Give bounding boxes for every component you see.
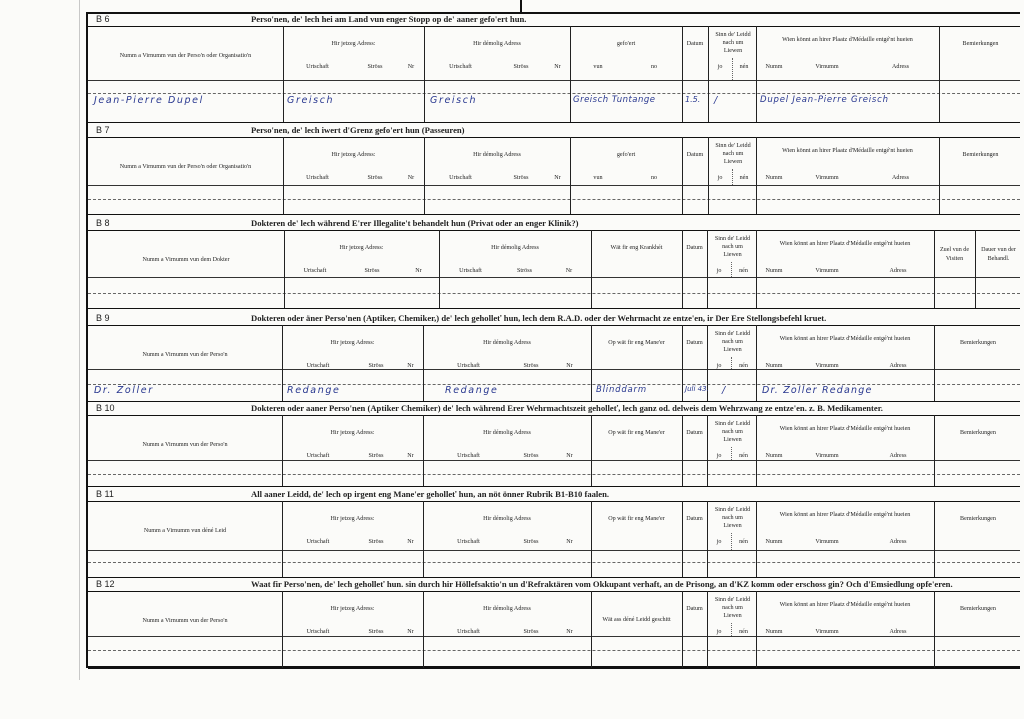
address-subfield-label: Ströss	[517, 268, 532, 274]
alive-label: Sinn de' Leidd nach um Liewen	[715, 143, 751, 165]
claimant-address-label: Adress	[889, 363, 907, 369]
claimant-firstname-label: Virnumm	[815, 363, 839, 369]
section-title: Waat fir Perso'nen, de' lech geholleť hun. sin durch hir Höllefsaktio'n un d'Refraktären vom Okkupant verhaft, an de Prisong, an d'KZ komm oder erschoss gin? Och d'Emsiedlung opfe'eren.	[251, 579, 953, 589]
claimant-address-label: Adress	[889, 453, 907, 459]
column-rule	[591, 501, 592, 577]
address-subfield-label: Nr	[566, 539, 573, 545]
section-code: B 10	[96, 403, 115, 413]
b9-name-entry: Dr. Zoller	[94, 385, 154, 396]
entry-dashed-line	[88, 199, 1020, 200]
header-rule	[88, 460, 1020, 461]
section-bottom-rule	[88, 401, 1020, 402]
address-subfield-label: Nr	[566, 453, 573, 459]
alive-label: Sinn de' Leidd nach um Liewen	[714, 421, 751, 443]
claimant-name-label: Numm	[765, 629, 783, 635]
column-rule	[934, 230, 935, 308]
address-subfield-label: Nr	[407, 363, 414, 369]
current-address-label: Hir jetzeg Adress:	[331, 152, 376, 158]
entry-dashed-line	[88, 562, 1020, 563]
no-label: nén	[739, 453, 748, 459]
former-address-label: Hir démolig Adress	[483, 516, 531, 522]
address-subfield-label: Nr	[407, 539, 414, 545]
remarks-label: Bemierkungen	[962, 152, 999, 158]
date-label: Datum	[686, 41, 704, 47]
illness-label: Wät fir eng Krankhét	[610, 245, 663, 251]
address-subfield-label: Urtschaft	[306, 363, 330, 369]
b9-former-place-entry: Redange	[445, 385, 499, 396]
claimant-firstname-label: Virnumm	[815, 453, 839, 459]
current-address-label: Hir jetzeg Adress:	[330, 516, 375, 522]
b6-name-entry: Jean-Pierre Dupel	[94, 95, 204, 106]
column-rule	[682, 137, 683, 214]
no-label: nén	[739, 629, 748, 635]
column-rule	[975, 230, 976, 308]
b9-manner-entry: Blinddarm	[596, 385, 647, 395]
address-subfield-label: Urtschaft	[457, 363, 480, 369]
section-title: Dokteren oder äner Perso'nen (Aptiker, Chemiker,) de' lech geholleť hun, lech dem R.A.D. oder der Wehrmacht ze entze'en, ir Der Ere Stellongsbefehl kruet.	[251, 313, 827, 323]
date-label: Datum	[686, 430, 703, 436]
current-address-label: Hir jetzeg Adress:	[339, 245, 384, 251]
header-rule	[88, 636, 1020, 637]
address-subfield-label: Ströss	[523, 453, 539, 459]
column-rule	[939, 137, 940, 214]
alive-label: Sinn de' Leidd nach um Liewen	[714, 236, 751, 258]
address-subfield-label: Urtschaft	[457, 453, 480, 459]
b6-date-entry: 1.5.	[685, 95, 701, 104]
b9-medal-claimant-entry: Dr. Zoller Redange	[762, 385, 873, 396]
address-subfield-label: Urtschaft	[459, 268, 482, 274]
section-header	[88, 489, 1020, 502]
claimant-name-label: Numm	[765, 363, 783, 369]
section-code: B 8	[96, 218, 110, 228]
yes-label: jo	[717, 175, 723, 181]
date-label: Datum	[686, 606, 703, 612]
claimant-name-label: Numm	[765, 539, 783, 545]
section-header	[88, 125, 1020, 138]
from-label: vun	[593, 175, 603, 181]
address-subfield-label: Nr	[407, 64, 415, 70]
section-title: Dokteren de' lech während E'rer Illegalite't behandelt hun (Privat oder an enger Klinik?)	[251, 218, 579, 228]
claimant-address-label: Adress	[889, 268, 907, 274]
address-subfield-label: Ströss	[367, 64, 383, 70]
claimant-name-label: Numm	[765, 175, 783, 181]
medal-label: Wien könnt an hirer Plaatz d'Médaille entgé'nt hueien	[782, 148, 913, 154]
address-subfield-label: Nr	[554, 64, 561, 70]
section-title: Dokteren oder aaner Perso'nen (Aptiker Chemiker) de' lech während Erer Wehrmachtszeit geholleť, lech ganz od. delweis dem Wehrzwang ze entze'en. z. B. Medikamenter.	[251, 403, 883, 413]
remarks-label: Bemierkungen	[960, 516, 996, 522]
date-label: Datum	[686, 340, 703, 346]
address-subfield-label: Urtschaft	[457, 539, 480, 545]
name-column-label: Numm a Virnumm vun der Perso'n oder Organisatio'n	[119, 164, 252, 170]
address-subfield-label: Urtschaft	[306, 453, 330, 459]
yes-label: jo	[716, 268, 722, 274]
section-header	[88, 14, 1020, 27]
section-header	[88, 403, 1020, 416]
b6-former-place-entry: Greisch	[430, 95, 478, 106]
section-title: All aaner Leidd, de' lech op irgent eng Mane'er geholleť hun, an nöt önner Rubrik B1-B10 faalen.	[251, 489, 610, 499]
section-bottom-rule	[88, 214, 1020, 215]
name-column-label: Numm a Virnumm vun der Perso'n	[142, 442, 228, 448]
column-rule	[934, 591, 935, 668]
yes-label: jo	[717, 64, 723, 70]
address-subfield-label: Nr	[554, 175, 561, 181]
page-mark	[520, 0, 522, 12]
section-code: B 9	[96, 313, 110, 323]
address-subfield-label: Urtschaft	[306, 64, 329, 70]
section-header	[88, 579, 1020, 592]
header-rule	[88, 277, 1020, 278]
alive-label: Sinn de' Leidd nach um Liewen	[714, 597, 751, 619]
what-happened-label: Wät ass déné Leidd geschitt	[602, 617, 671, 623]
former-address-label: Hir démolig Adress	[483, 430, 531, 436]
b6-route-entry: Greisch Tuntange	[573, 95, 656, 105]
medal-label: Wien könnt an hirer Plaatz d'Médaille entgé'nt hueien	[779, 241, 911, 247]
duration-label: Dauer vun der Behandl.	[981, 247, 1016, 262]
address-subfield-label: Urtschaft	[306, 175, 329, 181]
claimant-name-label: Numm	[765, 453, 783, 459]
entry-dashed-line	[88, 384, 1020, 385]
column-rule	[682, 230, 683, 308]
current-address-label: Hir jetzeg Adress:	[330, 340, 375, 346]
claimant-address-label: Adress	[889, 539, 907, 545]
address-subfield-label: Ströss	[523, 539, 539, 545]
to-label: no	[650, 64, 658, 70]
claimant-firstname-label: Virnumm	[815, 175, 839, 181]
date-label: Datum	[686, 516, 703, 522]
current-address-label: Hir jetzeg Adress:	[330, 430, 375, 436]
alive-label: Sinn de' Leidd nach um Liewen	[715, 32, 751, 54]
yes-label: jo	[716, 453, 722, 459]
address-subfield-label: Nr	[565, 268, 573, 274]
header-rule	[88, 185, 1020, 186]
yes-label: jo	[716, 363, 722, 369]
medal-label: Wien könnt an hirer Plaatz d'Médaille entgé'nt hueien	[782, 37, 913, 43]
address-subfield-label: Ströss	[513, 175, 529, 181]
claimant-firstname-label: Virnumm	[815, 629, 839, 635]
manner-label: Op wät fir eng Mane'er	[608, 340, 665, 346]
column-rule	[591, 325, 592, 401]
address-subfield-label: Ströss	[368, 453, 384, 459]
address-subfield-label: Nr	[407, 453, 414, 459]
column-rule	[682, 501, 683, 577]
address-subfield-label: Urtschaft	[449, 175, 472, 181]
no-label: nén	[739, 539, 748, 545]
medal-label: Wien könnt an hirer Plaatz d'Médaille entgé'nt hueien	[779, 512, 911, 518]
entry-dashed-line	[88, 474, 1020, 475]
address-subfield-label: Urtschaft	[457, 629, 480, 635]
name-column-label: Numm a Virnumm vun dem Dokter	[142, 257, 230, 263]
claimant-address-label: Adress	[892, 64, 909, 70]
claimant-name-label: Numm	[765, 268, 783, 274]
former-address-label: Hir démolig Adress	[491, 245, 539, 251]
address-subfield-label: Ströss	[523, 629, 539, 635]
section-code: B 12	[96, 579, 115, 589]
current-address-label: Hir jetzeg Adress:	[331, 41, 376, 47]
address-subfield-label: Urtschaft	[303, 268, 327, 274]
b6-current-place-entry: Greisch	[287, 95, 335, 106]
address-subfield-label: Ströss	[368, 363, 384, 369]
address-subfield-label: Nr	[566, 363, 573, 369]
remarks-label: Bemierkungen	[960, 340, 996, 346]
registration-form	[86, 12, 1020, 668]
no-label: nén	[739, 268, 748, 274]
column-rule	[423, 415, 424, 486]
paper-edge	[79, 0, 80, 680]
manner-label: Op wät fir eng Mane'er	[608, 516, 665, 522]
address-subfield-label: Ströss	[368, 629, 384, 635]
column-rule	[934, 501, 935, 577]
claimant-firstname-label: Virnumm	[815, 268, 839, 274]
no-label: nén	[739, 175, 749, 181]
section-title: Perso'nen, de' lech iwert d'Grenz gefo'ert hun (Passeuren)	[251, 125, 465, 135]
remarks-label: Bemierkungen	[960, 606, 996, 612]
section-bottom-rule	[88, 122, 1020, 123]
column-rule	[934, 415, 935, 486]
entry-dashed-line	[88, 93, 1020, 94]
address-subfield-label: Urtschaft	[449, 64, 472, 70]
claimant-name-label: Numm	[765, 64, 783, 70]
address-subfield-label: Ströss	[513, 64, 529, 70]
yes-label: jo	[716, 629, 722, 635]
b6-medal-claimant-entry: Dupel Jean-Pierre Greisch	[760, 95, 889, 105]
date-label: Datum	[686, 245, 703, 251]
b9-current-place-entry: Redange	[287, 385, 341, 396]
column-rule	[934, 325, 935, 401]
column-rule	[591, 230, 592, 308]
to-label: no	[650, 175, 658, 181]
alive-label: Sinn de' Leidd nach um Liewen	[714, 331, 751, 353]
former-address-label: Hir démolig Adress	[483, 606, 531, 612]
claimant-firstname-label: Virnumm	[815, 539, 839, 545]
address-subfield-label: Ströss	[368, 539, 384, 545]
visits-label: Zuel vun de Visiten	[939, 247, 970, 262]
section-code: B 11	[96, 489, 114, 499]
column-rule	[682, 591, 683, 668]
section-title: Perso'nen, de' lech hei am Land vun enger Stopp op de' aaner gefo'ert hun.	[251, 14, 527, 24]
claimant-firstname-label: Virnumm	[815, 64, 839, 70]
former-address-label: Hir démolig Adress	[473, 41, 521, 47]
remarks-label: Bemierkungen	[960, 430, 996, 436]
yes-label: jo	[716, 539, 722, 545]
alive-label: Sinn de' Leidd nach um Liewen	[714, 507, 751, 529]
header-rule	[88, 80, 1020, 81]
section-header	[88, 218, 1020, 231]
section-bottom-rule	[88, 577, 1020, 578]
name-column-label: Numm a Virnumm vun der Perso'n	[142, 618, 228, 624]
transported-label: gefo'ert	[616, 152, 636, 158]
address-subfield-label: Urtschaft	[306, 629, 330, 635]
address-subfield-label: Nr	[566, 629, 573, 635]
address-subfield-label: Nr	[415, 268, 422, 274]
section-bottom-rule	[88, 308, 1020, 309]
medal-label: Wien könnt an hirer Plaatz d'Médaille entgé'nt hueien	[779, 426, 911, 432]
former-address-label: Hir démolig Adress	[483, 340, 531, 346]
entry-dashed-line	[88, 293, 1020, 294]
name-column-label: Numm a Virnumm vun der Perso'n oder Organisatio'n	[119, 53, 252, 59]
name-column-label: Numm a Virnumm vun déné Leid	[143, 528, 227, 534]
claimant-address-label: Adress	[889, 629, 907, 635]
b6-alive-entry: /	[714, 95, 719, 106]
column-rule	[591, 415, 592, 486]
column-rule	[682, 325, 683, 401]
former-address-label: Hir démolig Adress	[473, 152, 521, 158]
header-rule	[88, 550, 1020, 551]
section-code: B 7	[96, 125, 110, 135]
no-label: nén	[739, 363, 748, 369]
address-subfield-label: Ströss	[364, 268, 380, 274]
column-rule	[591, 591, 592, 668]
transported-label: gefo'ert	[616, 41, 636, 47]
section-code: B 6	[96, 14, 110, 24]
entry-dashed-line	[88, 650, 1020, 651]
manner-label: Op wät fir eng Mane'er	[608, 430, 665, 436]
address-subfield-label: Nr	[407, 175, 415, 181]
address-subfield-label: Urtschaft	[306, 539, 330, 545]
section-header	[88, 313, 1020, 326]
remarks-label: Bemierkungen	[962, 41, 999, 47]
from-label: vun	[593, 64, 603, 70]
section-bottom-rule	[88, 668, 1020, 669]
name-column-label: Numm a Virnumm vun der Perso'n	[142, 352, 228, 358]
section-bottom-rule	[88, 486, 1020, 487]
claimant-address-label: Adress	[892, 175, 909, 181]
column-rule	[682, 415, 683, 486]
date-label: Datum	[686, 152, 704, 158]
medal-label: Wien könnt an hirer Plaatz d'Médaille entgé'nt hueien	[779, 336, 911, 342]
b9-date-entry: Juli 43.	[685, 385, 709, 393]
medal-label: Wien könnt an hirer Plaatz d'Médaille entgé'nt hueien	[779, 602, 911, 608]
address-subfield-label: Ströss	[523, 363, 539, 369]
address-subfield-label: Nr	[407, 629, 414, 635]
column-rule	[282, 415, 283, 486]
b9-alive-entry: /	[722, 385, 727, 396]
no-label: nén	[739, 64, 749, 70]
current-address-label: Hir jetzeg Adress:	[330, 606, 375, 612]
address-subfield-label: Ströss	[367, 175, 383, 181]
